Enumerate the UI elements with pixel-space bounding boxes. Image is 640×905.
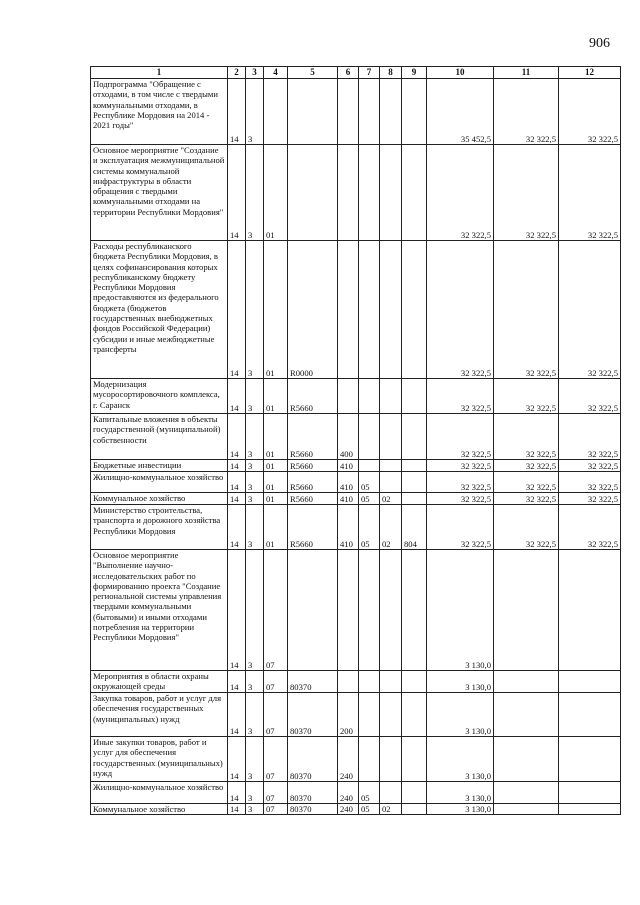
table-cell: 32 322,5 xyxy=(427,505,494,550)
table-cell: 14 xyxy=(228,737,246,782)
table-cell: R5660 xyxy=(288,379,338,414)
table-cell: 3 xyxy=(246,241,264,379)
table-cell: 3 xyxy=(246,79,264,145)
column-header: 9 xyxy=(402,67,427,79)
page-number: 906 xyxy=(589,36,610,51)
table-cell xyxy=(494,804,559,815)
table-cell: 3 xyxy=(246,505,264,550)
table-cell: 3 xyxy=(246,414,264,460)
table-cell: 32 322,5 xyxy=(559,79,621,145)
table-cell: 80370 xyxy=(288,782,338,804)
table-cell xyxy=(359,241,380,379)
table-row xyxy=(91,472,621,493)
table-cell: 01 xyxy=(264,414,288,460)
table-cell xyxy=(402,145,427,241)
row-name-cell: Основное мероприятие "Выполнение научно-исследовательских работ по формированию проекта "Создание региональной системы управления твердыми коммунальными (бытовыми) и иными отходами потребления на территории Республики Мордовия" xyxy=(91,550,228,671)
table-cell: 14 xyxy=(228,472,246,493)
table-cell: 3 xyxy=(246,145,264,241)
table-cell: 3 xyxy=(246,460,264,472)
table-cell xyxy=(380,782,402,804)
table-cell xyxy=(359,145,380,241)
table-cell xyxy=(402,671,427,693)
header-row xyxy=(91,67,621,79)
table-cell: 01 xyxy=(264,505,288,550)
table-cell: 32 322,5 xyxy=(559,505,621,550)
table-cell: 80370 xyxy=(288,804,338,815)
table-cell: 07 xyxy=(264,550,288,671)
table-cell xyxy=(402,737,427,782)
table-cell: 01 xyxy=(264,460,288,472)
table-cell: 3 xyxy=(246,493,264,505)
table-cell: R5660 xyxy=(288,493,338,505)
table-cell xyxy=(559,737,621,782)
column-header: 3 xyxy=(246,67,264,79)
column-header: 5 xyxy=(288,67,338,79)
table-cell xyxy=(288,550,338,671)
row-name-cell: Модернизация мусоросортировочного комплекса, г. Саранск xyxy=(91,379,228,414)
table-cell: 07 xyxy=(264,693,288,737)
column-header: 10 xyxy=(427,67,494,79)
table-cell: 05 xyxy=(359,472,380,493)
table-cell: 32 322,5 xyxy=(427,460,494,472)
table-cell: R5660 xyxy=(288,472,338,493)
table-row xyxy=(91,379,621,414)
table-cell: R5660 xyxy=(288,460,338,472)
table-cell: 3 xyxy=(246,550,264,671)
table-cell xyxy=(402,79,427,145)
table-cell xyxy=(380,241,402,379)
table-cell: R0000 xyxy=(288,241,338,379)
table-cell: 02 xyxy=(380,493,402,505)
table-cell: 240 xyxy=(338,804,359,815)
table-cell: 01 xyxy=(264,379,288,414)
table-cell: 32 322,5 xyxy=(427,472,494,493)
table-cell xyxy=(402,693,427,737)
row-name-cell: Министерство строительства, транспорта и дорожного хозяйства Республики Мордовия xyxy=(91,505,228,550)
table-cell: 32 322,5 xyxy=(427,241,494,379)
table-cell: 02 xyxy=(380,505,402,550)
row-name-cell: Коммунальное хозяйство xyxy=(91,804,228,815)
table-cell: 35 452,5 xyxy=(427,79,494,145)
table-cell: 240 xyxy=(338,737,359,782)
table-cell xyxy=(402,472,427,493)
table-cell xyxy=(359,671,380,693)
table-cell: 410 xyxy=(338,460,359,472)
table-cell: 07 xyxy=(264,737,288,782)
table-cell: 32 322,5 xyxy=(494,493,559,505)
table-cell xyxy=(359,79,380,145)
table-cell: 410 xyxy=(338,505,359,550)
table-cell: 32 322,5 xyxy=(559,379,621,414)
table-cell: 14 xyxy=(228,782,246,804)
table-cell xyxy=(338,550,359,671)
table-cell: 01 xyxy=(264,493,288,505)
table-cell: 01 xyxy=(264,145,288,241)
column-header: 12 xyxy=(559,67,621,79)
table-cell: R5660 xyxy=(288,414,338,460)
table-row xyxy=(91,414,621,460)
table-cell: 32 322,5 xyxy=(494,379,559,414)
table-cell: 3 130,0 xyxy=(427,804,494,815)
column-header: 1 xyxy=(91,67,228,79)
table-cell: 3 xyxy=(246,782,264,804)
table-cell xyxy=(359,414,380,460)
table-row xyxy=(91,693,621,737)
table-cell xyxy=(359,550,380,671)
table-cell: 05 xyxy=(359,782,380,804)
table-cell: 3 130,0 xyxy=(427,550,494,671)
table-cell: 80370 xyxy=(288,693,338,737)
table-cell: 3 xyxy=(246,379,264,414)
table-cell xyxy=(380,79,402,145)
table-cell xyxy=(494,550,559,671)
table-cell xyxy=(380,379,402,414)
table-cell: 02 xyxy=(380,804,402,815)
column-header: 6 xyxy=(338,67,359,79)
row-name-cell: Расходы республиканского бюджета Республики Мордовия, в целях софинансирования которых республиканскому бюджету Республики Мордовия предоставляются из федерального бюджета (бюджетов государственных внебюджетных фондов Российской Федерации) субсидии и иные межбюджетные трансферты xyxy=(91,241,228,379)
table-cell xyxy=(559,782,621,804)
table-cell: 32 322,5 xyxy=(427,414,494,460)
column-header: 2 xyxy=(228,67,246,79)
table-cell: 32 322,5 xyxy=(494,460,559,472)
table-cell: 32 322,5 xyxy=(494,505,559,550)
table-cell xyxy=(380,693,402,737)
table-cell xyxy=(494,693,559,737)
table-cell: 32 322,5 xyxy=(559,493,621,505)
row-name-cell: Коммунальное хозяйство xyxy=(91,493,228,505)
column-header: 8 xyxy=(380,67,402,79)
table-cell: 14 xyxy=(228,693,246,737)
table-cell: 14 xyxy=(228,460,246,472)
table-cell: 3 130,0 xyxy=(427,693,494,737)
table-cell: 14 xyxy=(228,79,246,145)
table-cell: 14 xyxy=(228,493,246,505)
row-name-cell: Подпрограмма "Обращение с отходами, в том числе с твердыми коммунальными отходами, в Республике Мордовия на 2014 - 2021 годы" xyxy=(91,79,228,145)
table-cell: 32 322,5 xyxy=(559,460,621,472)
table-cell xyxy=(264,79,288,145)
table-row xyxy=(91,782,621,804)
table-cell: 05 xyxy=(359,493,380,505)
table-cell: 05 xyxy=(359,804,380,815)
table-cell xyxy=(338,145,359,241)
table-cell xyxy=(494,782,559,804)
row-name-cell: Жилищно-коммунальное хозяйство xyxy=(91,782,228,804)
table-cell xyxy=(338,241,359,379)
table-cell xyxy=(559,804,621,815)
table-cell: 32 322,5 xyxy=(427,145,494,241)
table-cell xyxy=(402,241,427,379)
table-cell: 32 322,5 xyxy=(427,493,494,505)
table-row xyxy=(91,460,621,472)
table-row xyxy=(91,241,621,379)
table-cell xyxy=(359,460,380,472)
table-row xyxy=(91,505,621,550)
table-cell: 3 130,0 xyxy=(427,782,494,804)
table-cell xyxy=(288,79,338,145)
table-cell: 3 xyxy=(246,804,264,815)
table-cell xyxy=(494,737,559,782)
table-cell: 400 xyxy=(338,414,359,460)
table-cell: 14 xyxy=(228,145,246,241)
table-cell xyxy=(380,145,402,241)
table-cell: 07 xyxy=(264,804,288,815)
table-cell: 3 xyxy=(246,671,264,693)
table-cell: 3 130,0 xyxy=(427,671,494,693)
table-cell: 200 xyxy=(338,693,359,737)
table-row xyxy=(91,671,621,693)
table-cell: 240 xyxy=(338,782,359,804)
table-cell xyxy=(402,804,427,815)
table-cell xyxy=(380,460,402,472)
table-cell: 14 xyxy=(228,241,246,379)
table-cell: 3 xyxy=(246,472,264,493)
table-cell: 14 xyxy=(228,804,246,815)
table-cell xyxy=(380,737,402,782)
table-cell xyxy=(402,379,427,414)
table-row xyxy=(91,493,621,505)
row-name-cell: Капитальные вложения в объекты государственной (муниципальной) собственности xyxy=(91,414,228,460)
table-cell: 14 xyxy=(228,379,246,414)
table-cell: 07 xyxy=(264,671,288,693)
table-cell xyxy=(380,671,402,693)
row-name-cell: Закупка товаров, работ и услуг для обеспечения государственных (муниципальных) нужд xyxy=(91,693,228,737)
table-cell: 410 xyxy=(338,472,359,493)
table-cell: 80370 xyxy=(288,737,338,782)
table-cell xyxy=(402,493,427,505)
table-cell: 07 xyxy=(264,782,288,804)
table-cell: 05 xyxy=(359,505,380,550)
table-cell: 410 xyxy=(338,493,359,505)
column-header: 7 xyxy=(359,67,380,79)
row-name-cell: Иные закупки товаров, работ и услуг для обеспечения государственных (муниципальных) нужд xyxy=(91,737,228,782)
table-row xyxy=(91,79,621,145)
table-cell: 32 322,5 xyxy=(494,145,559,241)
table-cell: 32 322,5 xyxy=(559,414,621,460)
table-cell xyxy=(338,79,359,145)
table-cell: 01 xyxy=(264,241,288,379)
table-cell xyxy=(359,379,380,414)
table-cell xyxy=(288,145,338,241)
table-cell: 32 322,5 xyxy=(494,241,559,379)
table-cell: 32 322,5 xyxy=(427,379,494,414)
table-row xyxy=(91,145,621,241)
table-cell: 14 xyxy=(228,414,246,460)
table-row xyxy=(91,550,621,671)
table-cell: 32 322,5 xyxy=(494,472,559,493)
table-cell xyxy=(380,550,402,671)
table-cell xyxy=(559,550,621,671)
table-cell: 14 xyxy=(228,671,246,693)
column-header: 11 xyxy=(494,67,559,79)
table-cell xyxy=(559,693,621,737)
table-cell: 804 xyxy=(402,505,427,550)
table-cell xyxy=(380,472,402,493)
table-cell: 32 322,5 xyxy=(559,145,621,241)
table-cell xyxy=(402,460,427,472)
table-body xyxy=(91,79,621,815)
row-name-cell: Мероприятия в области охраны окружающей среды xyxy=(91,671,228,693)
table-cell: 14 xyxy=(228,550,246,671)
table-cell xyxy=(338,379,359,414)
table-cell: 32 322,5 xyxy=(559,241,621,379)
table-cell xyxy=(494,671,559,693)
table-row xyxy=(91,737,621,782)
table-cell xyxy=(559,671,621,693)
table-cell: 32 322,5 xyxy=(559,472,621,493)
budget-table xyxy=(90,66,621,815)
table-cell xyxy=(380,414,402,460)
table-cell xyxy=(402,414,427,460)
table-cell: 32 322,5 xyxy=(494,414,559,460)
row-name-cell: Основное мероприятие "Создание и эксплуатация межмуниципальной системы коммунальной инфраструктуры в области обращения с твердыми коммунальными отходами на территории Республики Мордовия" xyxy=(91,145,228,241)
table-row xyxy=(91,804,621,815)
table-cell: 80370 xyxy=(288,671,338,693)
table-cell: 3 xyxy=(246,737,264,782)
table-cell xyxy=(402,550,427,671)
table-cell: R5660 xyxy=(288,505,338,550)
row-name-cell: Жилищно-коммунальное хозяйство xyxy=(91,472,228,493)
table-cell: 32 322,5 xyxy=(494,79,559,145)
table-cell: 14 xyxy=(228,505,246,550)
table-cell: 01 xyxy=(264,472,288,493)
table-cell xyxy=(359,693,380,737)
table-cell xyxy=(359,737,380,782)
column-header: 4 xyxy=(264,67,288,79)
table-cell xyxy=(402,782,427,804)
row-name-cell: Бюджетные инвестиции xyxy=(91,460,228,472)
table-cell xyxy=(338,671,359,693)
table-cell: 3 130,0 xyxy=(427,737,494,782)
table-cell: 3 xyxy=(246,693,264,737)
